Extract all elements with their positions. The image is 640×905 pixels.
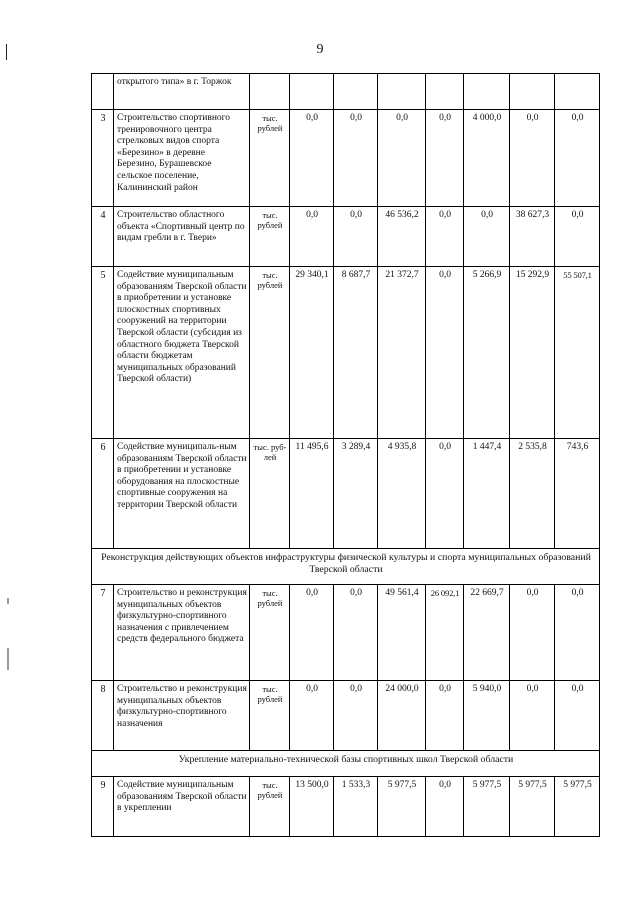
value-cell: 1 533,3 [334, 777, 378, 837]
value-cell [510, 74, 555, 110]
value-cell: 29 340,1 [290, 267, 334, 439]
value-cell: 5 977,5 [510, 777, 555, 837]
row-unit: тыс. рублей [250, 207, 290, 267]
value-cell: 1 447,4 [464, 439, 510, 549]
value-cell: 0,0 [510, 681, 555, 751]
value-cell: 0,0 [426, 439, 464, 549]
table-row [92, 777, 600, 837]
table-row [92, 110, 600, 207]
row-number: 3 [92, 110, 114, 207]
value-cell: 0,0 [426, 681, 464, 751]
margin-mark [6, 44, 7, 60]
table-row [92, 681, 600, 751]
section-heading: Укрепление материально-технической базы спортивных школ Тверской области [92, 751, 600, 777]
row-title: Содействие муниципальным образованиям Тверской области в приобретении и установке плоскостных спортивных сооружений на территории Тверской области (субсидия из областного бюджета Тверской области бюджетам муниципальных образований Тверской области) [114, 267, 250, 439]
value-cell: 15 292,9 [510, 267, 555, 439]
value-cell [555, 74, 600, 110]
row-title: Строительство спортивного тренировочного центра стрелковых видов спорта «Березино» в деревне Березино, Бурашевское сельское поселение, Калининский район [114, 110, 250, 207]
value-cell [464, 74, 510, 110]
value-cell: 11 495,6 [290, 439, 334, 549]
table-row [92, 74, 600, 110]
row-title: Строительство и реконструкция муниципальных объектов физкультурно-спортивного назначения [114, 681, 250, 751]
value-cell: 0,0 [426, 207, 464, 267]
row-number: 6 [92, 439, 114, 549]
value-cell: 0,0 [555, 110, 600, 207]
value-cell: 13 500,0 [290, 777, 334, 837]
value-cell: 4 935,8 [378, 439, 426, 549]
value-cell: 0,0 [290, 207, 334, 267]
row-number: 8 [92, 681, 114, 751]
section-row [92, 549, 600, 585]
value-cell: 21 372,7 [378, 267, 426, 439]
value-cell: 5 940,0 [464, 681, 510, 751]
value-cell: 0,0 [464, 207, 510, 267]
value-cell: 2 535,8 [510, 439, 555, 549]
row-unit: тыс. рублей [250, 777, 290, 837]
row-number: 9 [92, 777, 114, 837]
section-heading: Реконструкция действующих объектов инфраструктуры физической культуры и спорта муниципальных образований Тверской области [92, 549, 600, 585]
value-cell: 0,0 [290, 681, 334, 751]
row-number: 4 [92, 207, 114, 267]
value-cell [426, 74, 464, 110]
row-number [92, 74, 114, 110]
value-cell: 743,6 [555, 439, 600, 549]
value-cell [334, 74, 378, 110]
value-cell: 24 000,0 [378, 681, 426, 751]
section-row [92, 751, 600, 777]
row-unit: тыс. рублей [250, 681, 290, 751]
value-cell: 46 536,2 [378, 207, 426, 267]
table-row [92, 439, 600, 549]
row-unit: тыс. руб-лей [250, 439, 290, 549]
program-table [91, 73, 600, 837]
scan-artifact [7, 648, 9, 670]
value-cell: 4 000,0 [464, 110, 510, 207]
value-cell: 8 687,7 [334, 267, 378, 439]
value-cell: 0,0 [334, 585, 378, 681]
value-cell: 0,0 [290, 110, 334, 207]
row-title: Строительство и реконструкция муниципальных объектов физкультурно-спортивного назначения с привлечением средств федерального бюджета [114, 585, 250, 681]
row-title: открытого типа» в г. Торжок [114, 74, 250, 110]
value-cell: 22 669,7 [464, 585, 510, 681]
value-cell: 26 092,1 [426, 585, 464, 681]
row-number: 5 [92, 267, 114, 439]
scan-artifact [7, 598, 9, 604]
row-title: Содействие муниципальным образованиям Тверской области в укреплении [114, 777, 250, 837]
value-cell: 0,0 [334, 207, 378, 267]
value-cell: 0,0 [290, 585, 334, 681]
value-cell: 0,0 [334, 110, 378, 207]
row-number: 7 [92, 585, 114, 681]
value-cell: 0,0 [555, 681, 600, 751]
value-cell: 49 561,4 [378, 585, 426, 681]
row-title: Содействие муниципаль-ным образованиям Тверской области в приобретении и установке оборудования на плоскостные спортивные сооружения на территории Тверской области [114, 439, 250, 549]
value-cell: 0,0 [510, 585, 555, 681]
value-cell: 5 977,5 [464, 777, 510, 837]
value-cell: 0,0 [426, 110, 464, 207]
value-cell: 0,0 [426, 777, 464, 837]
table-row [92, 267, 600, 439]
table-row [92, 207, 600, 267]
value-cell: 0,0 [426, 267, 464, 439]
value-cell: 0,0 [510, 110, 555, 207]
row-unit [250, 74, 290, 110]
value-cell: 5 977,5 [555, 777, 600, 837]
value-cell [290, 74, 334, 110]
value-cell: 0,0 [555, 585, 600, 681]
value-cell: 0,0 [378, 110, 426, 207]
value-cell: 3 289,4 [334, 439, 378, 549]
row-unit: тыс. рублей [250, 267, 290, 439]
row-unit: тыс. рублей [250, 585, 290, 681]
value-cell: 5 977,5 [378, 777, 426, 837]
value-cell: 5 266,9 [464, 267, 510, 439]
value-cell: 0,0 [555, 207, 600, 267]
page-number: 9 [316, 42, 324, 57]
value-cell: 55 507,1 [555, 267, 600, 439]
table-row [92, 585, 600, 681]
value-cell: 0,0 [334, 681, 378, 751]
row-unit: тыс. рублей [250, 110, 290, 207]
value-cell: 38 627,3 [510, 207, 555, 267]
row-title: Строительство областного объекта «Спортивный центр по видам гребли в г. Твери» [114, 207, 250, 267]
value-cell [378, 74, 426, 110]
